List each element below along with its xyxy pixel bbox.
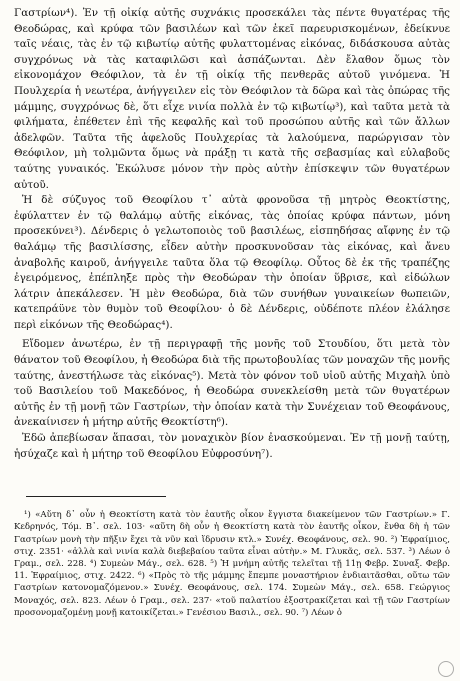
- paragraph-2: Ἡ δὲ σύζυγος τοῦ Θεοφίλου τ᾽ αὐτὰ φρονοῦσα τῇ μητρὸς Θεοκτίστης, ἐφύλαττεν ἐν τῷ θαλάμῳ αὐτῆς εἰκόνας, τὰς ὁποίας κρύφα πάντων, μόνη προσεκύνει³). Δένδερις ὁ γελωτοποιὸς τοῦ βασιλέως, εἰσπηδήσας αἴφνης ἐν τῷ θαλάμῳ τῆς βασιλίσσης, εἶδεν αὐτὴν προσκυνοῦσαν τὰς εἰκόνας, καὶ ἄνευ ἀναβολῆς καιροῦ, ἀνήγγειλε ταῦτα ὅλα τῷ Θεοφίλῳ. Οὗτος δὲ ἐκ τῆς τραπέζης ἐγειρόμενος, ἐπέπληξε πρὸς τὴν Θεοδώραν τὴν ὁποίαν ὕβρισε, καὶ εἰδώλων λάτριν ἀπεκάλεσεν. Ἡ μὲν Θεοδώρα, διὰ τῶν συνήθων γυναικείων θωπειῶν, κατεπράϋνε τὸν θυμὸν τοῦ Θεοφίλου· ὁ δὲ Δένδερις, οὐδέποτε πλέον ἐλάλησε περὶ εἰκόνων τῆς Θεοδώρας⁴).: [14, 194, 450, 331]
- footnotes: [14, 509, 450, 619]
- paragraph-3: Εἴδομεν ἀνωτέρω, ἐν τῇ περιγραφῇ τῆς μονῆς τοῦ Στουδίου, ὅτι μετὰ τὸν θάνατον τοῦ Θεοφίλου, ἡ Θεοδώρα διὰ τῆς πρωτοβουλίας τῶν μοναχῶν τῆς μονῆς ταύτης, ἀνεστήλωσε τὰς εἰκόνας⁵). Μετὰ τὸν φόνον τοῦ υἱοῦ αὐτῆς Μιχαὴλ ὑπὸ τοῦ Βασιλείου τοῦ Μακεδόνος, ἡ Θεοδώρα συνεκλείσθη μετὰ τῶν θυγατέρων αὐτῆς ἐν τῇ μονῇ τῶν Γαστρίων, τὴν ὁποίαν κατὰ τὴν Συνέχειαν τοῦ Θεοφάνους, ἀνεκαίνισεν ἡ μήτηρ αὐτῆς Θεοκτίστη⁶).: [14, 338, 450, 429]
- footnote-block: ¹) «Αὕτη δ᾽ οὖν ἡ Θεοκτίστη κατὰ τὸν ἑαυτῆς οἶκον ἔγγιστα διακείμενον τῶν Γαστρίων.» Γ. Κεδρηνός, Τόμ. Β᾽. σελ. 103· «αὕτη δὴ οὖν ἡ Θεοκτίστη κατὰ τὸν ἑαυτῆς οἶκον, ἔνθα δὴ ἡ τῶν Γαστρίων μονὴ τὴν πῆξιν ἔχει τὰ νῦν καὶ ἵδρυσιν κτλ.» Συνέχ. Θεοφάνους, σελ. 90. ²) Ἐφραίμιος, στιχ. 2351· «ἀλλὰ καὶ νινία καλὰ διεβεβαίου ταῦτα εἶναι αὐτὴν.» Μ. Γλυκᾶς, σελ. 537. ³) Λέων ὁ Γραμ., σελ. 228. ⁴) Συμεὼν Μάγ., σελ. 628. ⁵) Ἡ μνήμη αὐτῆς τελεῖται τῇ 11ῃ Φεβρ. Συναξ. Φεβρ. 11. Ἐφραίμιος, στιχ. 2422. ⁶) «Πρὸς τὸ τῆς μάμμης ἔπεμπε μοναστήριον ἐνδιαιτᾶσθαι, οὕτω τῶν Γαστρίων κατονομαζόμενον.» Συνέχ. Θεοφάνους, σελ. 174. Συμεὼν Μάγ., σελ. 658. Γεώργιος Μοναχός, σελ. 823. Λέων ὁ Γραμ., σελ. 237· «τοῦ παλατίου ἐξοστρακίζεται καὶ τῇ τῶν Γαστρίων προσονομαζομένῃ μονῇ κατοικίζεται.» Γενέσιου Βασιλ., σελ. 90. ⁷) Λέων ὁ: [14, 510, 450, 618]
- footnote-separator: [26, 496, 166, 497]
- library-stamp-icon: [438, 661, 454, 677]
- paragraph-4: Ἐδῶ ἀπεβίωσαν ἅπασαι, τὸν μοναχικὸν βίον ἐνασκούμεναι. Ἐν τῇ μονῇ ταύτῃ, ἡσύχαζε καὶ ἡ μήτηρ τοῦ Θεοφίλου Εὐφροσύνη⁷).: [14, 432, 450, 460]
- paragraph-1: Γαστρίων⁴). Ἐν τῇ οἰκίᾳ αὐτῆς συχνάκις προσεκάλει τὰς πέντε θυγατέρας τῆς Θεοδώρας, καὶ κρύφα τῶν βασιλέων καὶ τῶν ἐκεῖ παρευρισκομένων, ἐδείκνυε ταῖς νέαις, τὰς ἐν τῷ κιβωτίῳ αὐτῆς φυλαττομένας εἰκόνας, διδάσκουσα αὐτὰς συγχρόνως νὰ τὰς καταφιλῶσι καὶ ἀσπάζωνται. Δὲν ἔλαθον ὅμως τὸν εἰκονομάχον Θεόφιλον, τὰ ἐν τῇ οἰκίᾳ τῆς πενθερᾶς αὐτοῦ γινόμενα. Ἡ Πουλχερία ἡ νεωτέρα, ἀνήγγειλεν εἰς τὸν Θεόφιλον τὰ δῶρα καὶ τὰς ὀπώρας τῆς μάμμης, συγχρόνως δὲ, ὅτι εἶχε νινία πολλὰ ἐν τῷ κιβωτίῳ³), καὶ ταῦτα μετὰ τὰ φιλήματα, ἐπέθετεν ἐπὶ τῆς κεφαλῆς καὶ τοῦ προσώπου αὐτῆς καὶ τῶν ἄλλων ἀδελφῶν. Ταῦτα τῆς ἀφελοῦς Πουλχερίας τὰ λαλούμενα, παρώργισαν τὸν Θεόφιλον, μὴ τολμῶντα ὅμως νὰ πράξῃ τι κατὰ τῆς σεβασμίας καὶ εὐλαβοῦς ταύτης γυναικός. Ἐκώλυσε μόνον τὴν πρὸς αὐτὴν ἐπίσκεψιν τῶν θυγατέρων αὐτοῦ.: [14, 7, 450, 191]
- main-text: [14, 6, 450, 462]
